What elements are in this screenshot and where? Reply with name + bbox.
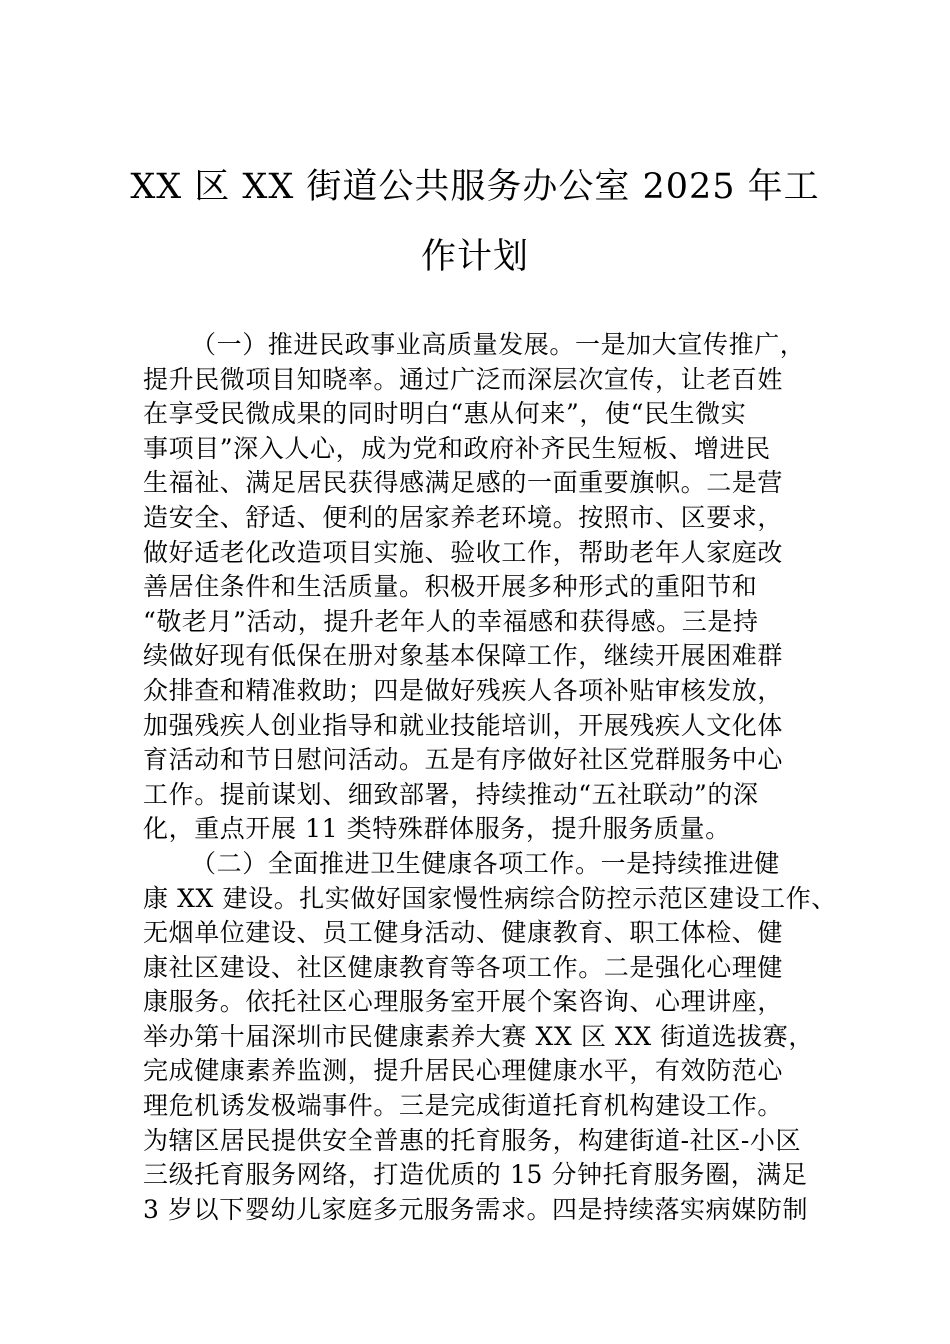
text-line: 提升民微项目知晓率。通过广泛而深层次宣传，让老百姓 (143, 364, 784, 394)
document-title (120, 152, 830, 292)
text-line: 造安全、舒适、便利的居家养老环境。按照市、区要求， (143, 502, 784, 532)
text-line: 三级托育服务网络，打造优质的 15 分钟托育服务圈，满足 (143, 1160, 808, 1190)
text-line: 康 XX 建设。扎实做好国家慢性病综合防控示范区建设工作、 (143, 883, 837, 913)
text-line: 为辖区居民提供安全普惠的托育服务，构建街道-社区-小区 (143, 1125, 802, 1155)
text-line: 康社区建设、社区健康教育等各项工作。二是强化心理健 (143, 952, 784, 982)
text-line: 善居住条件和生活质量。积极开展多种形式的重阳节和 (143, 572, 758, 602)
text-line: （一）推进民政事业高质量发展。一是加大宣传推广， (191, 330, 806, 359)
text-line: （二）全面推进卫生健康各项工作。一是持续推进健 (191, 848, 780, 878)
text-line: 加强残疾人创业指导和就业技能培训，开展残疾人文化体 (143, 710, 784, 740)
text-line: 做好适老化改造项目实施、验收工作，帮助老年人家庭改 (143, 537, 784, 567)
text-line: “敬老月”活动，提升老年人的幸福感和获得感。三是持 (143, 606, 759, 636)
text-line: 育活动和节日慰问活动。五是有序做好社区党群服务中心 (143, 745, 784, 775)
text-line: 3 岁以下婴幼儿家庭多元服务需求。四是持续落实病媒防制 (143, 1194, 809, 1224)
text-line: 生福祉、满足居民获得感满足感的一面重要旗帜。二是营 (143, 468, 784, 498)
text-line: 众排查和精准救助；四是做好残疾人各项补贴审核发放， (143, 675, 784, 705)
document-body (143, 328, 843, 1227)
text-line: 举办第十届深圳市民健康素养大赛 XX 区 XX 街道选拔赛， (143, 1021, 814, 1051)
title-line-2: 作计划 (420, 237, 529, 277)
text-line: 续做好现有低保在册对象基本保障工作，继续开展困难群 (143, 641, 784, 671)
text-line: 化，重点开展 11 类特殊群体服务，提升服务质量。 (143, 814, 731, 844)
paragraph-2 (143, 847, 843, 1228)
text-line: 在享受民微成果的同时明白“惠从何来”，使“民生微实 (143, 399, 747, 429)
text-line: 理危机诱发极端事件。三是完成街道托育机构建设工作。 (143, 1091, 784, 1121)
text-line: 完成健康素养监测，提升居民心理健康水平，有效防范心 (143, 1056, 784, 1086)
text-line: 康服务。依托社区心理服务室开展个案咨询、心理讲座， (143, 987, 784, 1017)
text-line: 工作。提前谋划、细致部署，持续推动“五社联动”的深 (143, 779, 759, 809)
paragraph-1 (143, 328, 843, 847)
text-line: 无烟单位建设、员工健身活动、健康教育、职工体检、健 (143, 918, 784, 948)
title-line-1: XX 区 XX 街道公共服务办公室 2025 年工 (130, 167, 820, 207)
text-line: 事项目”深入人心，成为党和政府补齐民生短板、增进民 (143, 433, 771, 463)
